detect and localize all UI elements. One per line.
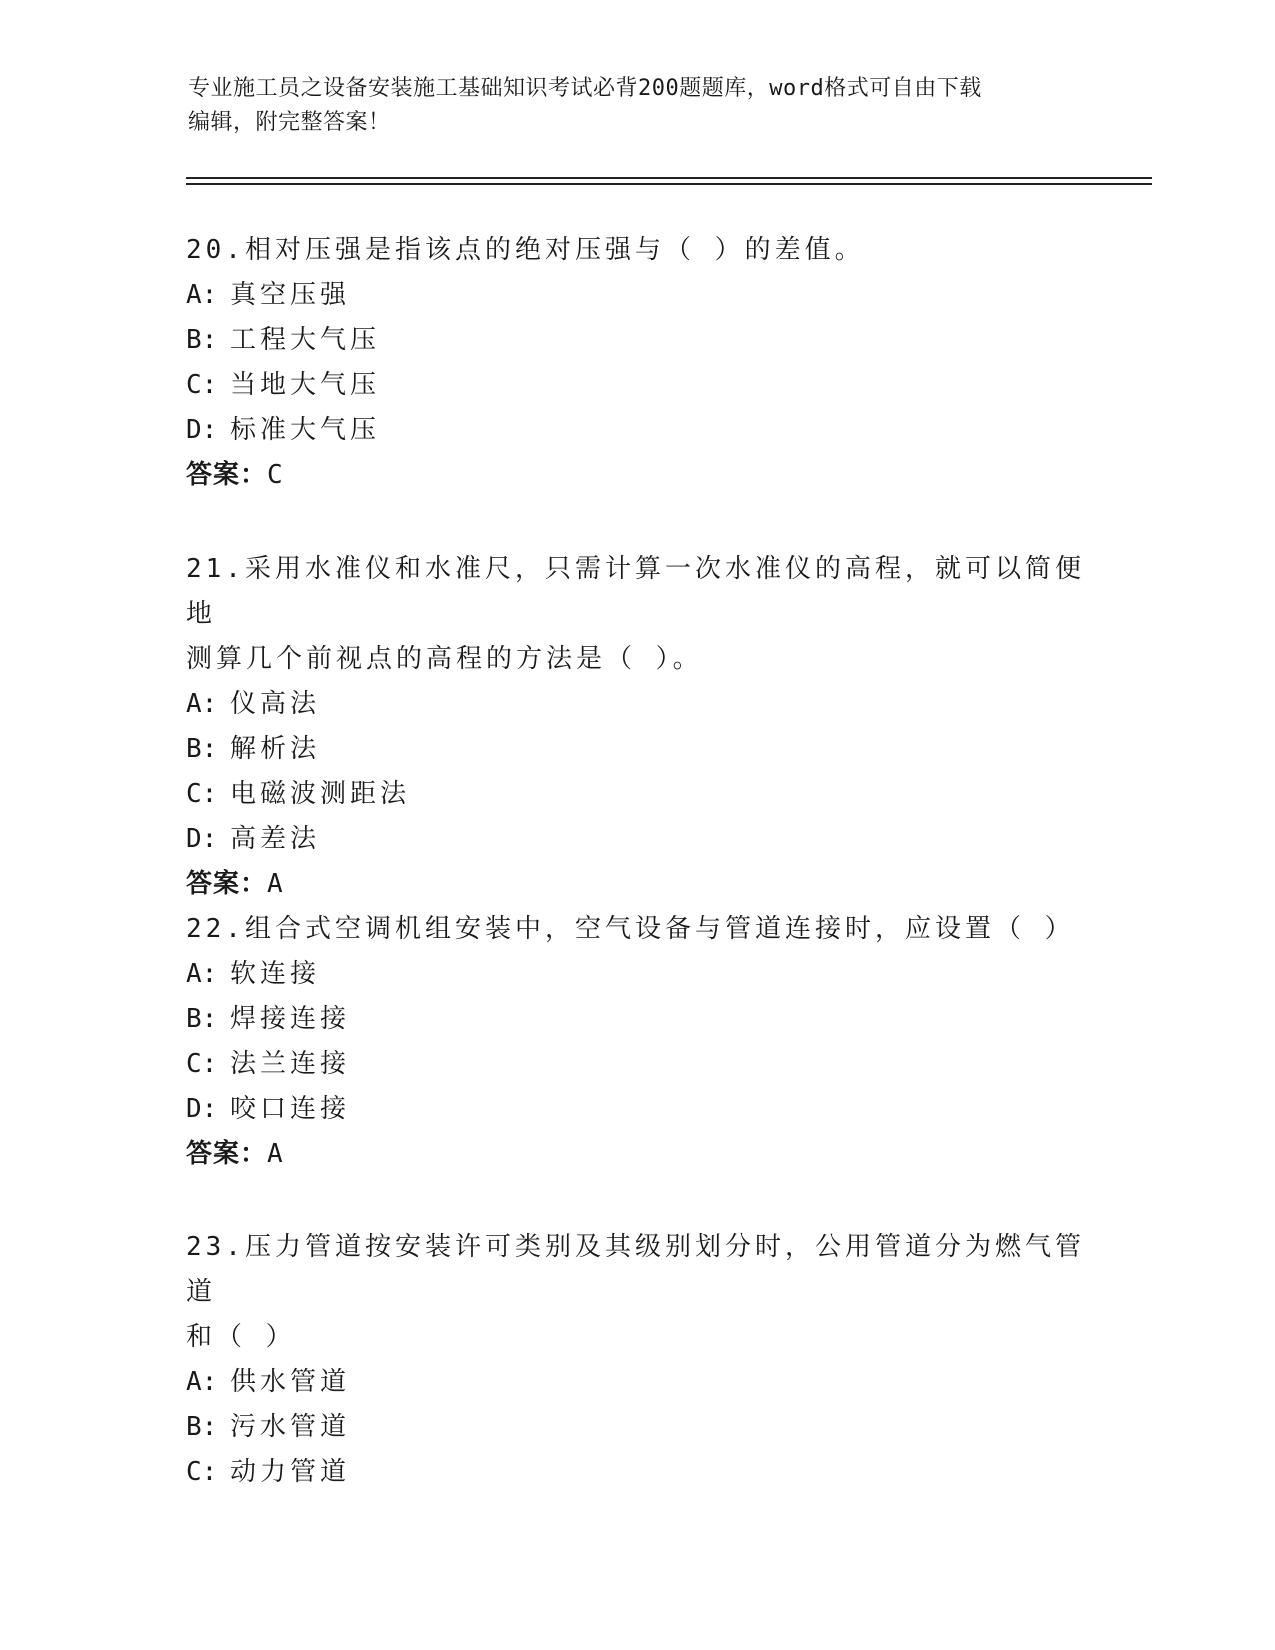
option-text: 工程大气压 — [230, 325, 381, 355]
option-c — [186, 363, 1086, 408]
option-text: 软连接 — [230, 959, 321, 989]
option-c — [186, 772, 1086, 817]
answer-value: A — [267, 1139, 284, 1169]
question-22 — [186, 907, 1086, 1177]
option-b — [186, 318, 1086, 363]
option-text: 法兰连接 — [230, 1049, 351, 1079]
option-key: D: — [186, 824, 218, 854]
option-a — [186, 952, 1086, 997]
answer-label: 答案： — [186, 1139, 268, 1169]
option-a — [186, 1360, 1086, 1405]
option-text: 真空压强 — [230, 280, 351, 310]
question-stem-line-1: 23.压力管道按安装许可类别及其级别划分时，公用管道分为燃气管道 — [186, 1232, 1085, 1307]
option-d — [186, 408, 1086, 453]
header-line-1: 专业施工员之设备安装施工基础知识考试必背200题题库，word格式可自由下载 — [188, 76, 982, 101]
option-key: A: — [186, 959, 218, 989]
option-key: D: — [186, 1094, 218, 1124]
option-text: 仪高法 — [230, 689, 321, 719]
answer-label: 答案： — [186, 869, 268, 899]
question-stem-line-1: 21.采用水准仪和水准尺，只需计算一次水准仪的高程，就可以简便地 — [186, 554, 1085, 629]
option-key: A: — [186, 280, 218, 310]
question-23 — [186, 1225, 1086, 1495]
option-text: 高差法 — [230, 824, 321, 854]
option-b — [186, 1405, 1086, 1450]
option-d — [186, 817, 1086, 862]
option-text: 电磁波测距法 — [230, 779, 411, 809]
question-stem-line-2: 和（ ） — [186, 1322, 296, 1352]
option-text: 污水管道 — [230, 1412, 351, 1442]
option-key: A: — [186, 1367, 218, 1397]
answer-line — [186, 862, 1086, 907]
option-key: C: — [186, 370, 218, 400]
option-a — [186, 273, 1086, 318]
option-b — [186, 727, 1086, 772]
option-text: 动力管道 — [230, 1457, 351, 1487]
option-text: 当地大气压 — [230, 370, 381, 400]
option-a — [186, 682, 1086, 727]
option-text: 供水管道 — [230, 1367, 351, 1397]
option-key: B: — [186, 1412, 218, 1442]
document-header — [188, 72, 1068, 140]
question-stem: 22.组合式空调机组安装中，空气设备与管道连接时，应设置（ ） — [186, 914, 1075, 944]
option-key: B: — [186, 325, 218, 355]
header-divider-top — [186, 177, 1152, 179]
question-stem-line-2: 测算几个前视点的高程的方法是（ ）。 — [186, 644, 703, 674]
answer-value: A — [267, 869, 284, 899]
option-key: C: — [186, 1049, 218, 1079]
option-d — [186, 1087, 1086, 1132]
header-divider-bottom — [186, 183, 1152, 185]
answer-label: 答案： — [186, 460, 268, 490]
question-stem: 20.相对压强是指该点的绝对压强与（ ）的差值。 — [186, 235, 865, 265]
option-key: B: — [186, 734, 218, 764]
option-key: C: — [186, 1457, 218, 1487]
option-key: B: — [186, 1004, 218, 1034]
answer-value: C — [267, 460, 284, 490]
answer-line — [186, 1132, 1086, 1177]
question-21 — [186, 547, 1086, 907]
option-text: 解析法 — [230, 734, 321, 764]
option-key: A: — [186, 689, 218, 719]
option-b — [186, 997, 1086, 1042]
option-c — [186, 1450, 1086, 1495]
question-20 — [186, 228, 1086, 498]
option-c — [186, 1042, 1086, 1087]
option-key: C: — [186, 779, 218, 809]
option-key: D: — [186, 415, 218, 445]
option-text: 焊接连接 — [230, 1004, 351, 1034]
option-text: 标准大气压 — [230, 415, 381, 445]
option-text: 咬口连接 — [230, 1094, 351, 1124]
answer-line — [186, 453, 1086, 498]
header-line-2: 编辑，附完整答案！ — [188, 110, 391, 135]
